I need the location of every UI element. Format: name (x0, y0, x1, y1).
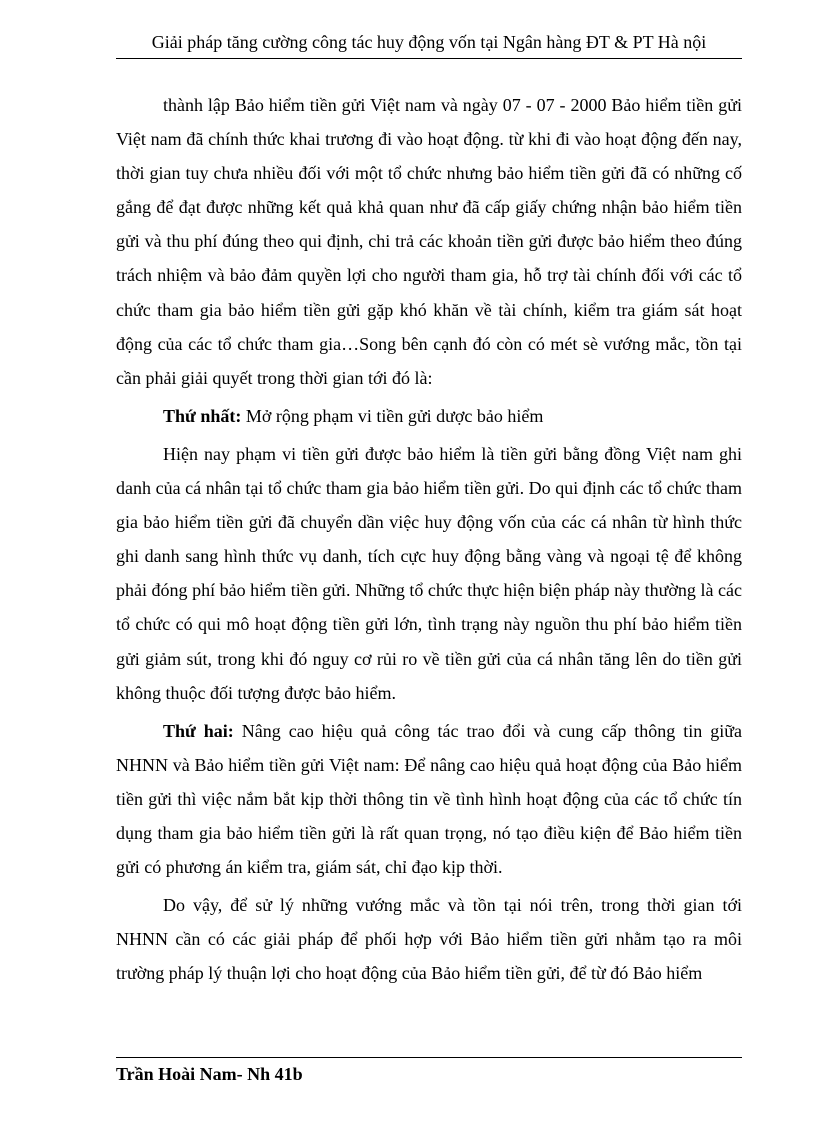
paragraph-2-text: Mở rộng phạm vi tiền gửi dược bảo hiểm (241, 405, 544, 426)
paragraph-4 (116, 714, 742, 884)
paragraph-5-text: Do vậy, để sử lý những vướng mắc và tồn tại nói trên, trong thời gian tới NHNN cần có các giải pháp để phối hợp với Bảo hiểm tiền gửi nhằm tạo ra môi trường pháp lý thuận lợi cho hoạt động của Bảo hiểm tiền gửi, để từ đó Bảo hiểm (116, 895, 742, 984)
paragraph-3-text: Hiện nay phạm vi tiền gửi được bảo hiểm là tiền gửi bằng đồng Việt nam ghi danh của cá nhân tại tổ chức tham gia bảo hiểm tiền gửi. Do qui định các tổ chức tham gia bảo hiểm tiền gửi đã chuyển dần việc huy động vốn của các cá nhân từ hình thức ghi danh sang hình thức vụ danh, tích cực huy động bằng vàng và ngoại tệ để không phải đóng phí bảo hiểm tiền gửi. Những tổ chức thực hiện biện pháp này thường là các tổ chức có qui mô hoạt động tiền gửi lớn, tình trạng này nguồn thu phí bảo hiểm tiền gửi giảm sút, trong khi đó nguy cơ rủi ro về tiền gửi của cá nhân tăng lên do tiền gửi không thuộc đối tượng được bảo hiểm. (116, 443, 742, 703)
header-divider (116, 58, 742, 59)
paragraph-1 (116, 88, 742, 395)
paragraph-1-text: thành lập Bảo hiểm tiền gửi Việt nam và ngày 07 - 07 - 2000 Bảo hiểm tiền gửi Việt nam đã chính thức khai trương đi vào hoạt động. từ khi đi vào hoạt động đến nay, thời gian tuy chưa nhiều đối với một tổ chức nhưng bảo hiểm tiền gửi đã có những cố gắng để đạt được những kết quả khả quan như đã cấp giấy chứng nhận bảo hiểm tiền gửi và thu phí đúng theo qui định, chi trả các khoản tiền gửi được bảo hiểm theo đúng trách nhiệm và bảo đảm quyền lợi cho người tham gia, hỗ trợ tài chính đối với các tổ chức tham gia bảo hiểm tiền gửi gặp khó khăn về tài chính, kiểm tra giám sát hoạt động của các tổ chức tham gia…Song bên cạnh đó còn có mét sè vướng mắc, tồn tại cần phải giải quyết trong thời gian tới đó là: (116, 95, 742, 388)
document-body (116, 88, 742, 990)
paragraph-2-lead: Thứ nhất: (163, 405, 242, 426)
paragraph-5 (116, 888, 742, 990)
page-header-title: Giải pháp tăng cường công tác huy động vốn tại Ngân hàng ĐT & PT Hà nội (151, 32, 707, 52)
paragraph-4-lead: Thứ hai: (163, 720, 234, 741)
paragraph-3 (116, 437, 742, 710)
paragraph-4-text: Nâng cao hiệu quả công tác trao đổi và cung cấp thông tin giữa NHNN và Bảo hiểm tiền gửi Việt nam: Để nâng cao hiệu quả hoạt động của Bảo hiểm tiền gửi thì việc nắm bắt kịp thời thông tin về tình hình hoạt động của các tổ chức tín dụng tham gia bảo hiểm tiền gửi là rất quan trọng, nó tạo điều kiện để Bảo hiểm tiền gửi có phương án kiểm tra, giám sát, chỉ đạo kịp thời. (116, 720, 742, 878)
footer-divider (116, 1057, 742, 1058)
footer-author: Trần Hoài Nam- Nh 41b (116, 1064, 303, 1084)
paragraph-2 (116, 399, 742, 433)
